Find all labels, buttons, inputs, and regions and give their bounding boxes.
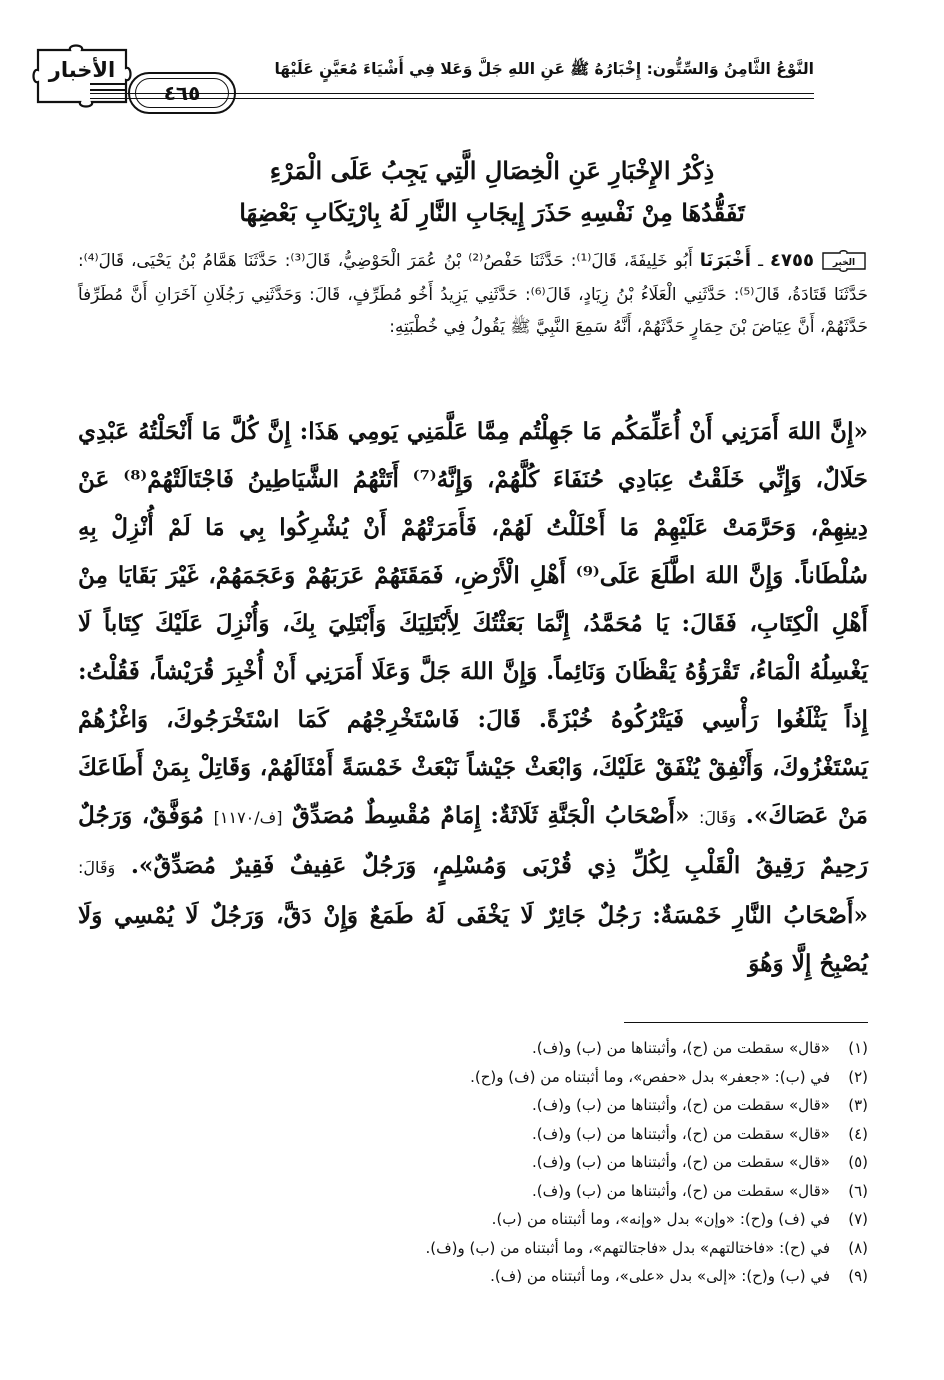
isnad-text: أَبُو خَلِيفَةَ، قَالَ⁽¹⁾: حَدَّثَنَا حَفْصُ⁽²⁾ بْنُ عُمَرَ الْحَوْضِيُّ، قَالَ⁽³⁾: حَدَّثَنَا هَمَّامُ بْنُ يَحْيَى، قَالَ⁽⁴⁾: حَدَّثَنَا قَتَادَةُ، قَالَ⁽⁵⁾: حَدَّثَنِي الْعَلَاءُ بْنُ زِيَادٍ، قَالَ⁽⁶⁾: حَدَّثَنِي يَزِيدُ أَخُو مُطَرِّفٍ، قَالَ: وَحَدَّثَنِي رَجُلَانِ آخَرَانِ أَنَّ مُطَرِّفاً حَدَّثَهُمْ، أَنَّ عِيَاضَ بْنَ حِمَارٍ حَدَّثَهُمْ، أَنَّهُ سَمِعَ النَّبِيَّ ﷺ يَقُولُ فِي خُطْبَتِهِ: — [78, 250, 869, 336]
dash: ـ — [751, 250, 763, 270]
page-number-box — [128, 72, 236, 114]
footnote-text: «قال» سقطت من (ح)، وأثبتناها من (ب) و(ف). — [531, 1096, 830, 1114]
footnote-number: (٩) — [848, 1267, 868, 1285]
footnote — [68, 1148, 868, 1177]
folio-mark: [ف/١١٧٠] — [213, 808, 283, 827]
footnote — [68, 1262, 868, 1291]
footnote-number: (٥) — [848, 1153, 868, 1171]
section-title-line2: تَفَقُّدُهَا مِنْ نَفْسِهِ حَذَرَ إِيجَابِ النَّارِ لَهُ بِارْتِكَابِ بَعْضِهَا — [239, 198, 745, 227]
header-deco-lines — [90, 83, 126, 95]
footnote-rule — [624, 1022, 868, 1023]
footnote — [68, 1120, 868, 1149]
footnote-number: (٢) — [848, 1067, 868, 1086]
footnote-text: «قال» سقطت من (ح)، وأثبتناها من (ب) و(ف). — [531, 1124, 830, 1143]
footnote — [68, 1205, 868, 1234]
hadith-number: ٤٧٥٥ — [770, 250, 814, 271]
footnote-number: (٦) — [848, 1181, 868, 1200]
matn-part-3: مُوَفَّقٌ، وَرَجُلٌ رَحِيمٌ رَقِيقُ الْقَلْبِ لِكُلِّ ذِي قُرْبَى وَمُسْلِمٍ، وَرَجُلٌ عَفِيفٌ فَقِيرٌ مُصَدِّقٌ». — [78, 802, 868, 879]
section-title-line1: ذِكْرُ الإِخْبَارِ عَنِ الْخِصَالِ الَّتِي يَجِبُ عَلَى الْمَرْءِ — [269, 156, 715, 185]
footnote-number: (١) — [848, 1039, 868, 1057]
footnote-number: (٨) — [848, 1238, 868, 1257]
footnote-text: في (ف) و(ح): «وإن» بدل «وإنه»، وما أثبتناه من (ب). — [491, 1210, 830, 1228]
hadith-isnad — [78, 244, 868, 343]
footnote-number: (٣) — [848, 1096, 868, 1114]
footnote — [68, 1063, 868, 1092]
footnote-text: في (ب): «جعفر» بدل «حفص»، وما أثبتناه من (ف) و(ح). — [470, 1067, 830, 1086]
footnote-number: (٤) — [848, 1124, 868, 1143]
footnote — [68, 1234, 868, 1263]
footnote-text: «قال» سقطت من (ح)، وأثبتناها من (ب) و(ف). — [531, 1181, 830, 1200]
page-number: ٤٦٥ — [163, 81, 201, 105]
footnote-text: في (ح): «فاختالتهم» بدل «فاجتالتهم»، وما أثبتناه من (ب) و(ف). — [425, 1238, 830, 1257]
running-head: النَّوْعُ الثَّامِنُ وَالسِّتُّون: إِخْبَارُهُ ﷺ عَنِ اللهِ جَلَّ وَعَلا فِي أَشْيَاءَ مُعَيَّنٍ عَلَيْهَا — [274, 60, 814, 78]
hadith-matn — [78, 408, 868, 988]
akhbarana-word: أَخْبَرَنَا — [699, 250, 752, 271]
badge-label: الأخبار — [48, 58, 116, 82]
footnote-text: «قال» سقطت من (ح)، وأثبتناها من (ب) و(ف). — [531, 1153, 830, 1171]
qala-2: وَقَالَ: — [78, 858, 116, 877]
footnotes — [68, 1034, 868, 1291]
matn-part-2: «أَصْحَابُ الْجَنَّةِ ثَلَاثَةٌ: إِمَامٌ مُقْسِطٌ مُصَدِّقٌ — [291, 802, 690, 829]
footnote-text: في (ب) و(ح): «إلى» بدل «على»، وما أثبتناه من (ف). — [490, 1267, 830, 1285]
matn-part-1: «إِنَّ اللهَ أَمَرَنِي أَنْ أُعَلِّمَكُم مَا جَهِلْتُم مِمَّا عَلَّمَنِي يَومِي هَذَا: إِنَّ كُلَّ مَا أَنْحَلْتُهُ عَبْدِي حَلَالٌ، وَإِنِّي خَلَقْتُ عِبَادِي حُنَفَاءَ كُلَّهُمْ، وَإِنَّهُ⁽⁷⁾ أَتَتْهُمُ الشَّيَاطِينُ فَاجْتَالَتْهُمْ⁽⁸⁾ عَنْ دِينِهِمْ، وَحَرَّمَتْ عَلَيْهِمْ مَا أَحْلَلْتُ لَهُمْ، فَأَمَرَتْهُمْ أَنْ يُشْرِكُوا بِي مَا لَمْ أُنْزِلْ بِهِ سُلْطَاناً. وَإِنَّ اللهَ اطَّلَعَ عَلَى⁽⁹⁾ أَهْلِ الْأَرْضِ، فَمَقَتَهُمْ عَرَبَهُمْ وَعَجَمَهُمْ، غَيْرَ بَقَايَا مِنْ أَهْلِ الْكِتَابِ، فَقَالَ: يَا مُحَمَّدُ، إِنَّمَا بَعَثْتُكَ لِأَبْتَلِيَكَ وَأَبْتَلِيَ بِكَ، وَأُنْزِلَ عَلَيْكَ كِتَاباً لَا يَغْسِلُهُ الْمَاءُ، تَقْرَؤُهُ يَقْظَانَ وَنَائِماً. وَإِنَّ اللهَ جَلَّ وَعَلَا أَمَرَنِي أَنْ أُخْبِرَ قُرَيْشاً، فَقُلْتُ: إِذاً يَثْلَغُوا رَأْسِي فَيَتْرُكُوهُ خُبْزَةً. قَالَ: فَاسْتَخْرِجْهُم كَمَا اسْتَخْرَجُوكَ، وَاغْزُهُمْ يَسْتَغْزُوكَ، وَأَنْفِقْ يُنْفَقْ عَلَيْكَ، وَابْعَثْ جَيْشاً نَبْعَثْ خَمْسَةً أَمْثَالَهُمْ، وَقَاتِلْ بِمَنْ أَطَاعَكَ مَنْ عَصَاكَ». — [78, 418, 869, 829]
section-title — [150, 150, 834, 234]
qala-1: وَقَالَ: — [698, 808, 737, 827]
matn-part-4: «أَصْحَابُ النَّارِ خَمْسَةٌ: رَجُلٌ جَائِرٌ لَا يَخْفَى لَهُ طَمَعٌ وَإِنْ دَقَّ، وَرَجُلٌ لَا يُمْسِي وَلَا يُصْبِحُ إِلَّا وَهُوَ — [78, 902, 868, 977]
footnote — [68, 1091, 868, 1120]
footnote-number: (٧) — [848, 1210, 868, 1228]
footnote — [68, 1034, 868, 1063]
footnote — [68, 1177, 868, 1206]
khabar-badge-icon — [820, 250, 868, 272]
footnote-text: «قال» سقطت من (ح)، وأثبتناها من (ب) و(ف). — [531, 1039, 830, 1057]
chip-label: الخبر — [832, 258, 856, 268]
khabar-chip — [820, 250, 868, 272]
